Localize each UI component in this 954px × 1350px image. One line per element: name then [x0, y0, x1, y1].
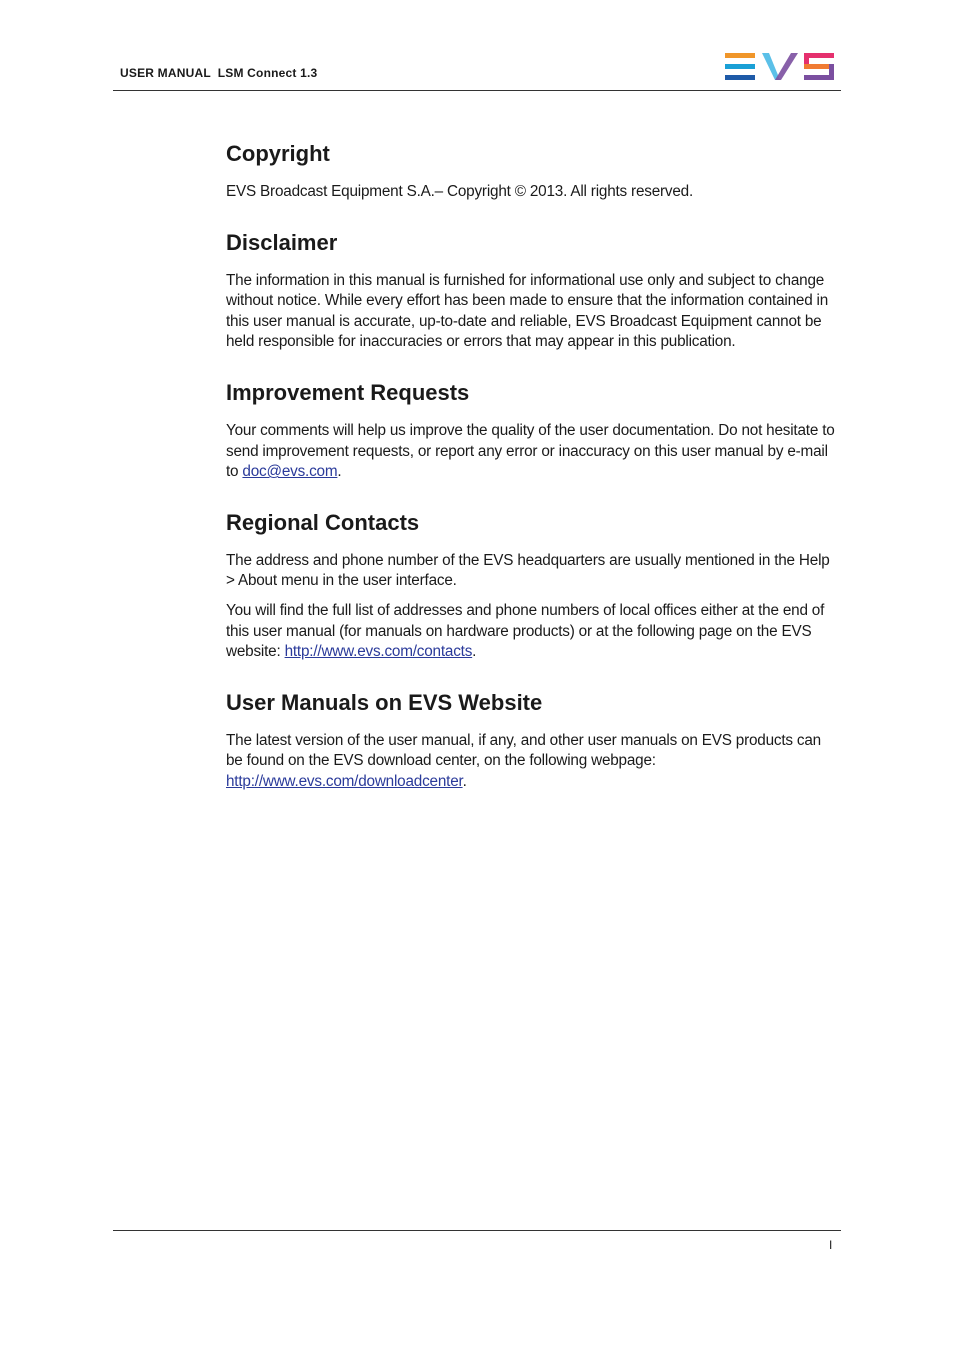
- disclaimer-heading: Disclaimer: [226, 229, 338, 255]
- manuals-heading: User Manuals on EVS Website: [226, 689, 543, 715]
- improvement-heading: Improvement Requests: [226, 379, 470, 405]
- copyright-section: [226, 140, 838, 203]
- logo-e-bar-bottom: [725, 75, 755, 80]
- page-number: I: [829, 1238, 833, 1252]
- copyright-text: EVS Broadcast Equipment S.A.– Copyright © 2013. All rights reserved.: [226, 183, 694, 200]
- downloadcenter-link[interactable]: http://www.evs.com/downloadcenter: [226, 772, 463, 790]
- disclaimer-section: [226, 229, 838, 353]
- regional-text-before: You will find the full list of addresses and phone numbers of local offices either at the end of this user manual (for manuals on hardware products) or at the following page on the EVS website:: [226, 601, 825, 661]
- manuals-section: [226, 689, 838, 793]
- page-content: [226, 140, 838, 819]
- improvement-text-before: Your comments will help us improve the quality of the user documentation. Do not hesitate to send improvement requests, or report any error or inaccuracy on this user manual by e-mail to: [226, 421, 835, 481]
- email-link[interactable]: doc@evs.com: [242, 463, 338, 481]
- evs-logo: [724, 51, 836, 83]
- regional-text-after: .: [472, 643, 477, 661]
- logo-v-left: [762, 53, 780, 80]
- manual-title: USER MANUAL LSM Connect 1.3: [120, 66, 318, 80]
- manuals-text-before: The latest version of the user manual, if any, and other user manuals on EVS products can be found on the EVS download center, on the following webpage:: [226, 731, 821, 770]
- contacts-link[interactable]: http://www.evs.com/contacts: [284, 643, 473, 661]
- regional-text-1: The address and phone number of the EVS headquarters are usually mentioned in the Help > About menu in the user interface.: [226, 551, 830, 590]
- manuals-text: [226, 731, 838, 793]
- regional-heading: Regional Contacts: [226, 509, 420, 535]
- improvement-text-after: .: [337, 463, 342, 481]
- manuals-text-after: .: [462, 772, 467, 790]
- header-divider: [113, 90, 841, 91]
- improvement-text: [226, 421, 838, 483]
- logo-e-bar-middle: [725, 64, 755, 69]
- regional-section: [226, 509, 838, 663]
- regional-text-2: [226, 601, 838, 663]
- logo-v-right: [775, 53, 798, 80]
- copyright-heading: Copyright: [226, 141, 330, 166]
- logo-e-bar-top: [725, 53, 755, 58]
- improvement-section: [226, 379, 838, 483]
- disclaimer-text: The information in this manual is furnished for informational use only and subject to change without notice. While every effort has been made to ensure that the information contained in this user manual is accurate, up-to-date and reliable, EVS Broadcast Equipment cannot be held responsible for inaccuracies or errors that may appear in this publication.: [226, 271, 829, 351]
- logo-s-bottom: [804, 75, 834, 80]
- footer-divider: [113, 1230, 841, 1231]
